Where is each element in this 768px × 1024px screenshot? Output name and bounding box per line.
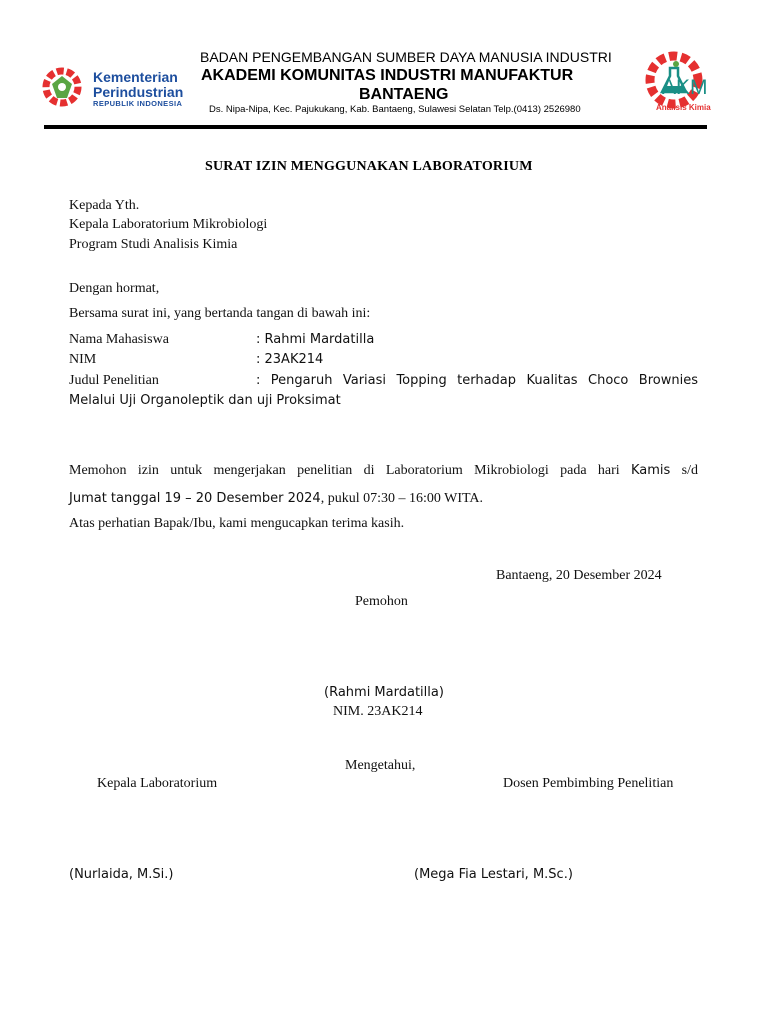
recipient-line: Kepala Laboratorium Mikrobiologi	[69, 217, 268, 232]
supervisor-label: Dosen Pembimbing Penelitian	[503, 776, 674, 791]
request-word: Mikrobiologi	[474, 463, 549, 478]
research-value-line2: Melalui Uji Organoleptik dan uji Proksimat	[69, 393, 341, 408]
request-word: untuk	[170, 463, 203, 478]
nim-label: NIM	[69, 352, 97, 367]
request-word: mengerjakan	[213, 463, 286, 478]
lab-head-label: Kepala Laboratorium	[97, 776, 218, 791]
research-word: Choco	[588, 373, 629, 388]
lab-head-name: (Nurlaida, M.Si.)	[69, 867, 174, 882]
academy-name-line2: BANTAENG	[359, 86, 449, 103]
header-divider	[44, 125, 707, 129]
research-word: Brownies	[638, 373, 698, 388]
request-word: Laboratorium	[385, 463, 463, 478]
request-date: Jumat tanggal 19 – 20 Desember 2024	[69, 491, 321, 506]
kemenperin-line2: Perindustrian	[93, 84, 184, 100]
request-word: di	[363, 463, 375, 478]
request-word: pada	[560, 463, 587, 478]
request-word: Kamis	[630, 463, 671, 478]
akm-mark: AKM	[662, 76, 708, 99]
request-time: , pukul 07:30 – 16:00 WITA.	[320, 491, 484, 506]
supervisor-name: (Mega Fia Lestari, M.Sc.)	[414, 867, 573, 882]
name-value: : Rahmi Mardatilla	[256, 332, 375, 347]
research-word: Topping	[396, 373, 447, 388]
letter-title: SURAT IZIN MENGGUNAKAN LABORATORIUM	[205, 159, 533, 174]
acknowledged-label: Mengetahui,	[345, 758, 416, 773]
request-word: Memohon	[69, 463, 127, 478]
name-label: Nama Mahasiswa	[69, 332, 169, 347]
kemenperin-line1: Kementerian	[93, 69, 178, 85]
kemenperin-line3: REPUBLIK INDONESIA	[93, 99, 183, 108]
place-date	[496, 568, 662, 584]
applicant-label: Pemohon	[355, 594, 408, 609]
research-word: :	[256, 373, 261, 388]
research-label: Judul Penelitian	[69, 373, 159, 388]
recipient-line: Kepada Yth.	[69, 198, 140, 213]
request-line2	[69, 491, 483, 507]
nim-value: : 23AK214	[256, 352, 324, 367]
research-word: Kualitas	[526, 373, 578, 388]
request-word: penelitian	[297, 463, 353, 478]
intro-text: Bersama surat ini, yang bertanda tangan di bawah ini:	[69, 306, 371, 321]
agency-name: BADAN PENGEMBANGAN SUMBER DAYA MANUSIA INDUSTRI	[200, 49, 612, 65]
request-line1	[69, 463, 698, 479]
greeting: Dengan hormat,	[69, 281, 160, 296]
kemenperin-logo	[35, 64, 89, 115]
research-word: Pengaruh	[270, 373, 333, 388]
academy-address: Ds. Nipa-Nipa, Kec. Pajukukang, Kab. Bantaeng, Sulawesi Selatan Telp.(0413) 2526980	[209, 104, 581, 115]
research-word: terhadap	[457, 373, 517, 388]
applicant-nim: NIM. 23AK214	[333, 704, 423, 719]
place-date-text: Bantaeng, 20 Desember 2024	[496, 568, 662, 583]
academy-name-line1: AKADEMI KOMUNITAS INDUSTRI MANUFAKTUR	[201, 67, 574, 84]
request-word: hari	[597, 463, 620, 478]
gear-icon	[35, 64, 89, 110]
research-word: Variasi	[342, 373, 387, 388]
akm-caption: Analisis Kimia	[656, 103, 711, 112]
request-word: izin	[137, 463, 159, 478]
closing-text: Atas perhatian Bapak/Ibu, kami mengucapkan terima kasih.	[69, 516, 405, 531]
research-value-line1	[256, 373, 698, 388]
applicant-name: (Rahmi Mardatilla)	[324, 685, 444, 700]
recipient-line: Program Studi Analisis Kimia	[69, 237, 238, 252]
request-word: s/d	[681, 463, 698, 478]
